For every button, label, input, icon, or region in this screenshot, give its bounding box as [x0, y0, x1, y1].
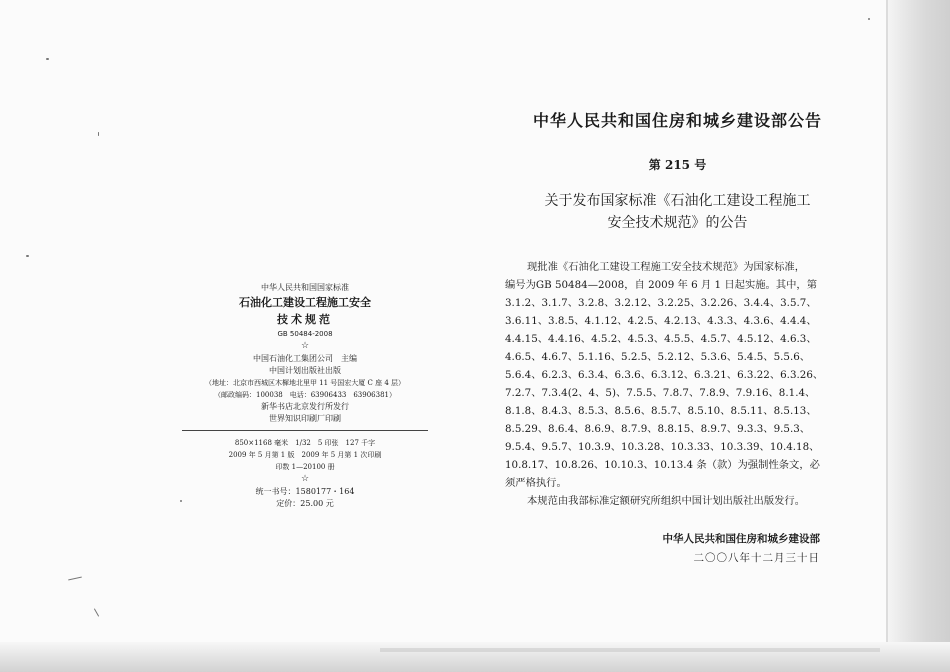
star-divider: ☆ — [300, 341, 310, 351]
announcement-heading: 中华人民共和国住房和城乡建设部公告 — [532, 111, 822, 130]
price: 定价：25.00 元 — [276, 499, 334, 508]
announcement-subject-line1: 关于发布国家标准《石油化工建设工程施工 — [544, 193, 811, 209]
scan-speck — [94, 608, 99, 616]
announcement-subject-line2: 安全技术规范》的公告 — [607, 215, 748, 231]
distributor: 新华书店北京发行所发行 — [261, 402, 349, 411]
body-line: 8.5.29、8.6.4、8.6.9、8.7.9、8.8.15、8.9.7、9.3.3、9.5.3、 — [505, 423, 811, 435]
book-title-line1: 石油化工建设工程施工安全 — [239, 296, 371, 309]
scan-shadow-right — [888, 0, 950, 672]
print-run: 印数 1—20100 册 — [275, 463, 335, 471]
body-line: 10.8.17、10.8.26、10.10.3、10.13.4 条（款）为强制性条文，必 — [505, 459, 820, 471]
printer: 世界知识印刷厂印刷 — [269, 414, 341, 423]
body-line: 须严格执行。 — [505, 477, 567, 489]
scan-speck — [98, 132, 99, 136]
scan-speck — [68, 577, 82, 581]
standard-series: 中华人民共和国国家标准 — [261, 283, 349, 292]
chief-editor: 中国石油化工集团公司 主编 — [253, 354, 357, 363]
publisher: 中国计划出版社出版 — [269, 366, 341, 375]
body-line: 3.6.11、3.8.5、4.1.12、4.2.5、4.2.13、4.3.3、4.3.6、4.4.4、 — [505, 315, 817, 327]
body-line: 4.4.15、4.4.16、4.5.2、4.5.3、4.5.5、4.5.7、4.5.12、4.6.3、 — [505, 333, 817, 345]
standard-code: GB 50484-2008 — [277, 330, 333, 338]
body-line: 9.5.4、9.5.7、10.3.9、10.3.28、10.3.33、10.3.39、10.4.18、 — [505, 441, 820, 453]
announcement-number: 第 215 号 — [648, 158, 707, 172]
scan-speck — [46, 58, 49, 60]
scan-streak — [380, 648, 880, 652]
copyright-block — [160, 282, 450, 510]
body-line: 本规范由我部标准定额研究所组织中国计划出版社出版发行。 — [527, 495, 806, 507]
announcement — [505, 110, 850, 568]
book-title-line2: 技术规范 — [277, 313, 333, 326]
body-line: 7.2.7、7.3.4(2、4、5)、7.5.5、7.8.7、7.8.9、7.9.16、8.1.4、 — [505, 387, 816, 399]
postcode-phone: （邮政编码：100038 电话：63906433 63906381） — [214, 391, 396, 399]
body-line: 8.1.8、8.4.3、8.5.3、8.5.6、8.5.7、8.5.10、8.5.11、8.5.13、 — [505, 405, 817, 417]
scan-speck — [868, 18, 870, 20]
body-line: 5.6.4、6.2.3、6.3.4、6.3.6、6.3.12、6.3.21、6.3.22、6.3.26、 — [505, 369, 824, 381]
announcement-date: 二〇〇八年十二月三十日 — [693, 552, 820, 564]
star-divider: ☆ — [300, 474, 310, 484]
body-line: 编号为GB 50484—2008，自 2009 年 6 月 1 日起实施。其中，第 — [505, 279, 818, 291]
body-line: 4.6.5、4.6.7、5.1.16、5.2.5、5.2.12、5.3.6、5.4.5、5.5.6、 — [505, 351, 811, 363]
book-number: 统一书号：1580177・164 — [255, 487, 355, 496]
body-line: 现批准《石油化工建设工程施工安全技术规范》为国家标准， — [527, 261, 806, 273]
edition-info: 2009 年 5 月第 1 版 2009 年 5 月第 1 次印刷 — [228, 451, 382, 459]
scan-speck — [26, 255, 29, 257]
signatory: 中华人民共和国住房和城乡建设部 — [662, 533, 820, 545]
scan-shadow-bottom — [0, 642, 950, 672]
announcement-body — [505, 258, 850, 510]
body-line: 3.1.2、3.1.7、3.2.8、3.2.12、3.2.25、3.2.26、3.4.4、3.5.7、 — [505, 297, 817, 309]
divider-line — [182, 430, 428, 431]
publisher-address: （地址：北京市西城区木樨地北里甲 11 号国宏大厦 C 座 4 层） — [204, 379, 406, 387]
book-format: 850×1168 毫米 1/32 5 印张 127 千字 — [234, 439, 376, 447]
page-edge-line — [886, 0, 888, 672]
